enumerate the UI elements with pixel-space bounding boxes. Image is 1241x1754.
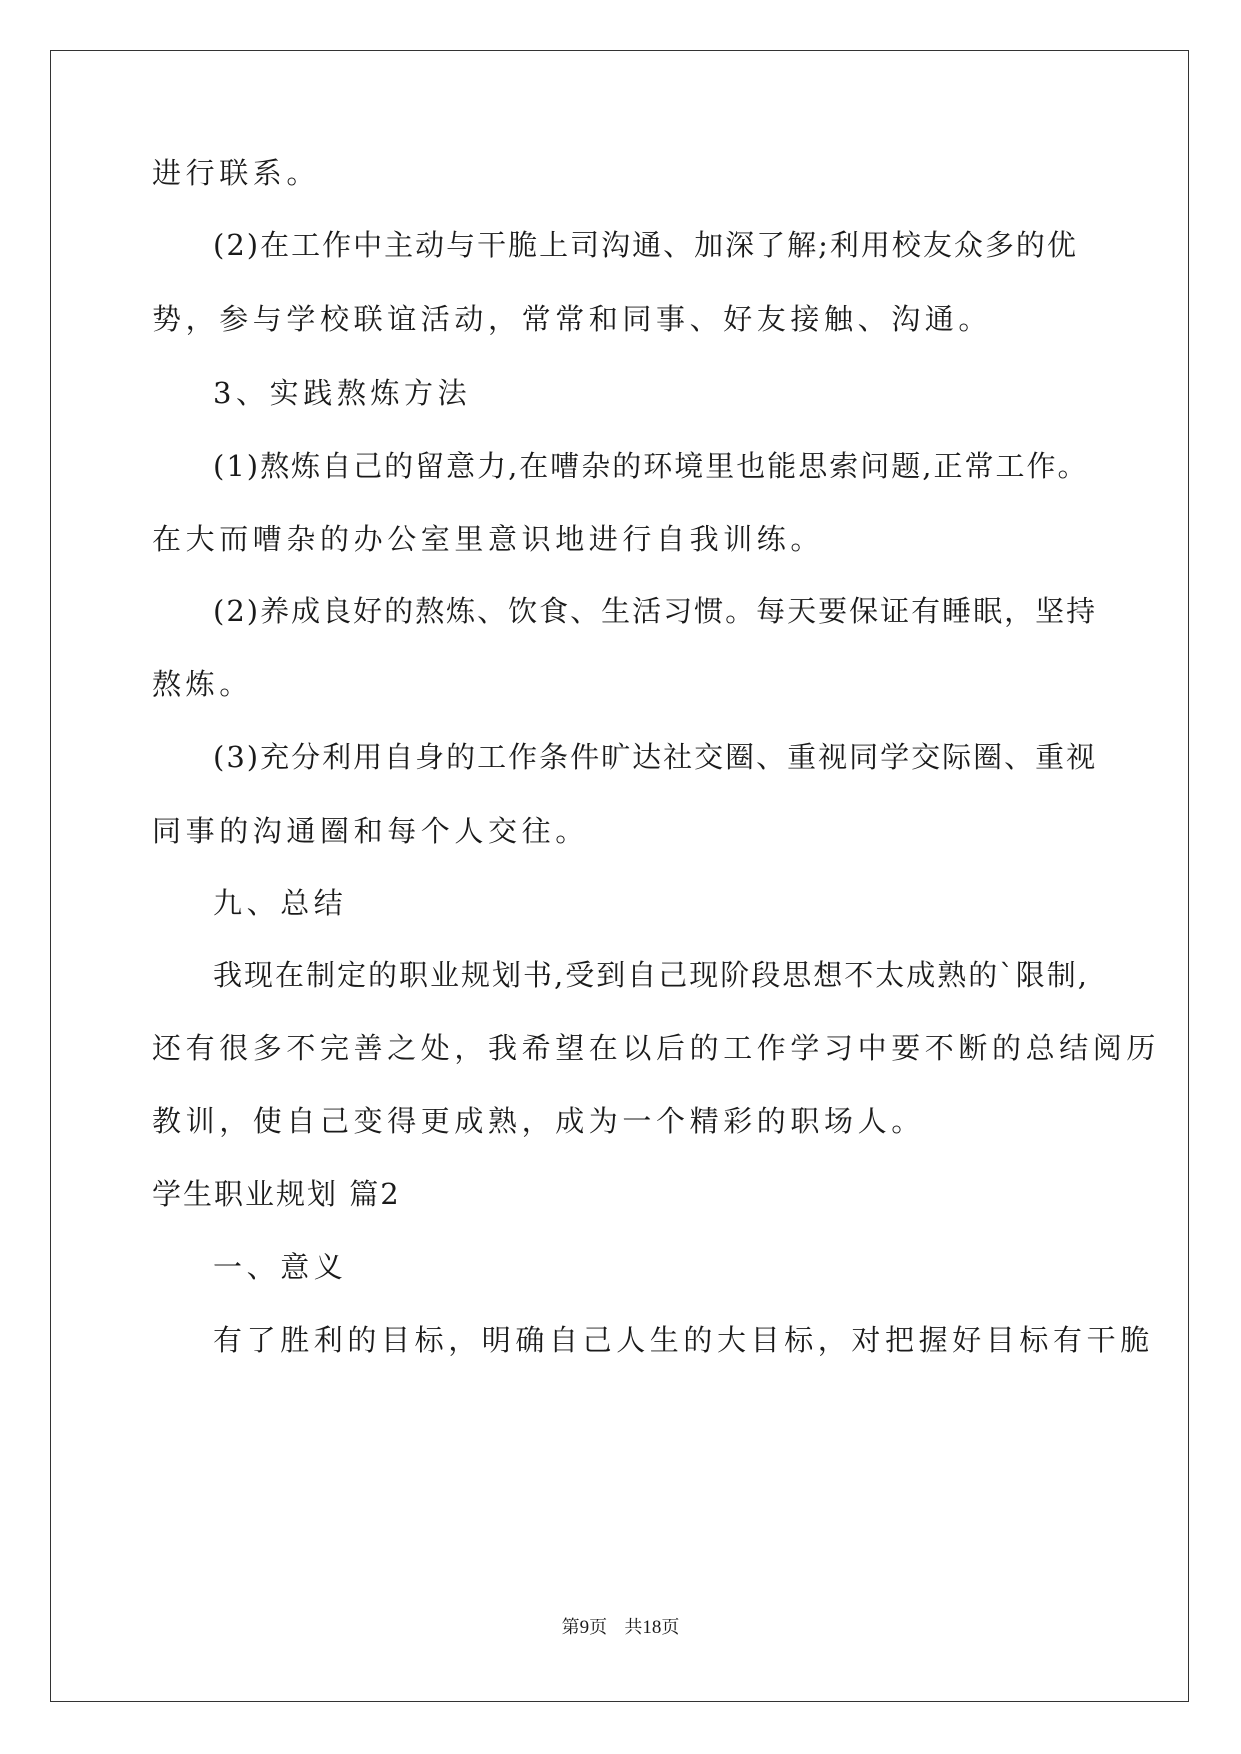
paragraph-line: (2)养成良好的熬炼、饮食、生活习惯。每天要保证有睡眠，坚持 — [213, 594, 1098, 628]
paragraph-line: (1)熬炼自己的留意力,在嘈杂的环境里也能思索问题,正常工作。 — [213, 449, 1089, 483]
page-number: 9 — [579, 1617, 590, 1638]
paragraph-line: 进行联系。 — [152, 156, 321, 190]
paragraph-line: 熬炼。 — [152, 667, 253, 701]
article-title: 学生职业规划 篇2 — [152, 1177, 401, 1211]
page-footer — [0, 1616, 1241, 1640]
paragraph-line: 我现在制定的职业规划书,受到自己现阶段思想不太成熟的`限制, — [213, 958, 1089, 992]
page-suffix: 页 — [589, 1617, 608, 1638]
section-heading: 一、意义 — [213, 1250, 348, 1284]
paragraph-line: (2)在工作中主动与干脆上司沟通、加深了解;利用校友众多的优 — [213, 228, 1078, 262]
paragraph-line: (3)充分利用自身的工作条件旷达社交圈、重视同学交际圈、重视 — [213, 740, 1098, 774]
paragraph-line: 还有很多不完善之处，我希望在以后的工作学习中要不断的总结阅历 — [152, 1031, 1161, 1065]
page-prefix: 第 — [561, 1617, 580, 1638]
total-suffix: 页 — [661, 1617, 680, 1638]
paragraph-line: 有了胜利的目标，明确自己人生的大目标，对把握好目标有干脆 — [213, 1323, 1154, 1357]
paragraph-line: 在大而嘈杂的办公室里意识地进行自我训练。 — [152, 522, 825, 556]
paragraph-line: 同事的沟通圈和每个人交往。 — [152, 814, 589, 848]
page-border — [50, 50, 1189, 1702]
section-heading: 九、总结 — [213, 886, 348, 920]
section-heading: 3、实践熬炼方法 — [213, 376, 472, 410]
total-prefix: 共 — [624, 1617, 643, 1638]
paragraph-line: 势，参与学校联谊活动，常常和同事、好友接触、沟通。 — [152, 302, 993, 336]
total-pages: 18 — [642, 1617, 662, 1638]
paragraph-line: 教训，使自己变得更成熟，成为一个精彩的职场人。 — [152, 1104, 925, 1138]
